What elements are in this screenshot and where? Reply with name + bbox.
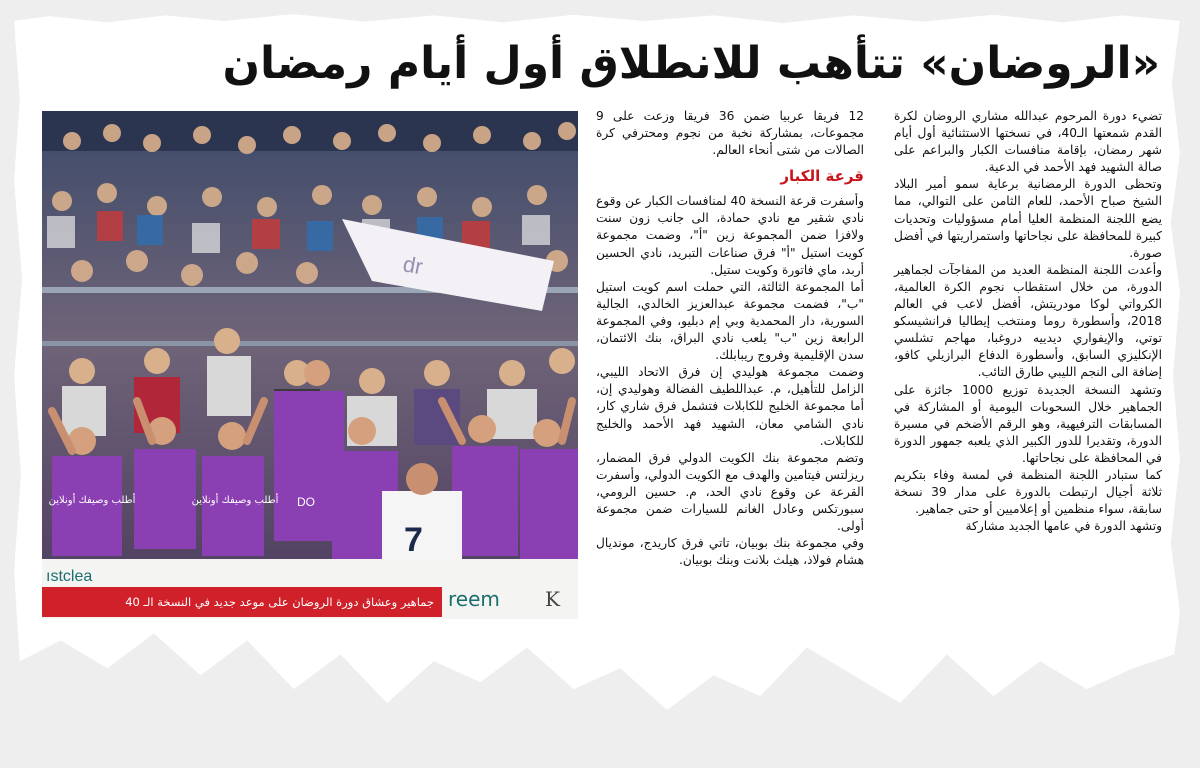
ad-banner-text: reem	[448, 587, 500, 611]
ad-banner-letter: K	[545, 587, 560, 611]
paragraph: 12 فريقا عربيا ضمن 36 فريقا وزعت على 9 مجموعات، بمشاركة نخبة من نجوم ومحترفي كرة الصالات من شتى أنحاء العالم.	[596, 109, 864, 158]
paragraph: وأعدت اللجنة المنظمة العديد من المفاجآت لجماهير الدورة، من خلال استقطاب نجوم الكرة العالمية، الكرواتي لوكا مودريتش، أفضل لاعب في العالم 2018، وأسطورة روما ومنتخب إيطاليا فرانشيسكو توتي، والإيفواري ديدييه دروغبا، مهاجم تشلسي الإنكليزي السابق، وأسطورة الدفاع البرازيلي كافو، إضافة الى النجم الليبي طارق التائب.	[894, 262, 1162, 380]
paragraph: وتشهد الدورة في عامها الجديد مشاركة	[965, 519, 1162, 534]
paragraph: تضيء دورة المرحوم عبدالله مشاري الروضان لكرة القدم شمعتها الـ40، في نسختها الاستثنائية أول أيام شهر رمضان، بإقامة منافسات الكبار والبراعم على صالة الشهيد فهد الأحمد في الدعية.	[894, 109, 1162, 175]
crowd-photo	[42, 111, 578, 619]
headline: «الروضان» تتأهب للانطلاق أول أيام رمضان	[222, 38, 1160, 89]
crowd-illustration	[42, 111, 578, 619]
paragraph: وفي مجموعة بنك بوبيان، تاتي فرق كاريدج، مونديال هشام فولاذ، هيلث بلانت وبنك بوبيان.	[596, 536, 864, 568]
photo-caption: جماهير وعشاق دورة الروضان على موعد جديد في النسخة الـ 40	[42, 587, 442, 617]
paragraph: وأسفرت قرعة النسخة 40 لمنافسات الكبار عن وقوع نادي شقير مع نادي حمادة، الى جانب زون سنت ولافزا ضمن المجموعة زين "أ"، وضمت مجموعة كويت استيل "أ" فرق صناعات التبريد، نادي الحسين أربد، ماي فاتورة وكويت ستيل.	[596, 194, 864, 277]
shirt-text: أطلب وصيفك أونلاين	[191, 495, 279, 506]
paragraph: كما ستبادر اللجنة المنظمة في لمسة وفاء بتكريم ثلاثة أجيال ارتبطت بالدورة على مدار 39 نسخة سابقة، سواء منظمين أو إعلاميين أو حتى جماهير.	[894, 467, 1162, 517]
shirt-text: أطلب وصيفك أونلاين	[48, 495, 136, 506]
flag-text: dr	[401, 251, 425, 280]
paragraph: وتحظى الدورة الرمضانية برعاية سمو أمير البلاد الشيخ صباح الأحمد، للعام الثامن على التوالي، مما يضع اللجنة المنظمة العليا أمام مسؤوليات وتحديات كبيرة للمحافظة على نجاحاتها واستمراريتها في أفضل صورة.	[894, 177, 1162, 260]
shirt-number: 7	[404, 521, 423, 559]
paragraph: وتشهد النسخة الجديدة توزيع 1000 جائزة على الجماهير خلال السحوبات اليومية أو المشاركة في المسابقات الترفيهية، وهو الرقم الأضخم في مسيرة الدورة، وتقديرا للدور الكبير الذي يلعبه جمهور الدورة في المحافظة على نجاحاتها.	[894, 382, 1162, 465]
shirt-text: DO	[297, 495, 315, 509]
article-column-left	[596, 108, 864, 569]
ad-text: ıstclea	[46, 568, 93, 585]
paragraph: أما المجموعة الثالثة، التي حملت اسم كويت استيل "ب"، فضمت مجموعة عبدالعزيز الخالدي، الجالية السورية، دار المحمدية وبي إم دبليو، وفي المجموعة الرابعة زين "ب" يلعب نادي البراق، بنك الائتمان، سدن الإقليمية وفروج ريبابلك.	[596, 279, 864, 363]
subheading: قرعة الكبار	[780, 167, 864, 186]
paragraph: وضمت مجموعة هوليدي إن فرق الاتحاد الليبي، الزامل للتأهيل، م. عبداللطيف الفضالة وهوليدي إن، أما مجموعة الخليج للكابلات فتشمل فرق شاري كار، نادي الشامي معان، الشهيد فهد الأحمد والخليج للكابلات.	[596, 365, 864, 448]
article-column-right	[894, 108, 1162, 535]
paragraph: وتضم مجموعة بنك الكويت الدولي فرق المضمار، ريزلتس فيتامين والهدف مع الكويت الدولي، وأسفرت القرعة عن وقوع نادي الحد، م. حسين الرومي، سبورتكس وعادل الغانم للسيارات ضمن مجموعة أولى.	[596, 450, 864, 534]
